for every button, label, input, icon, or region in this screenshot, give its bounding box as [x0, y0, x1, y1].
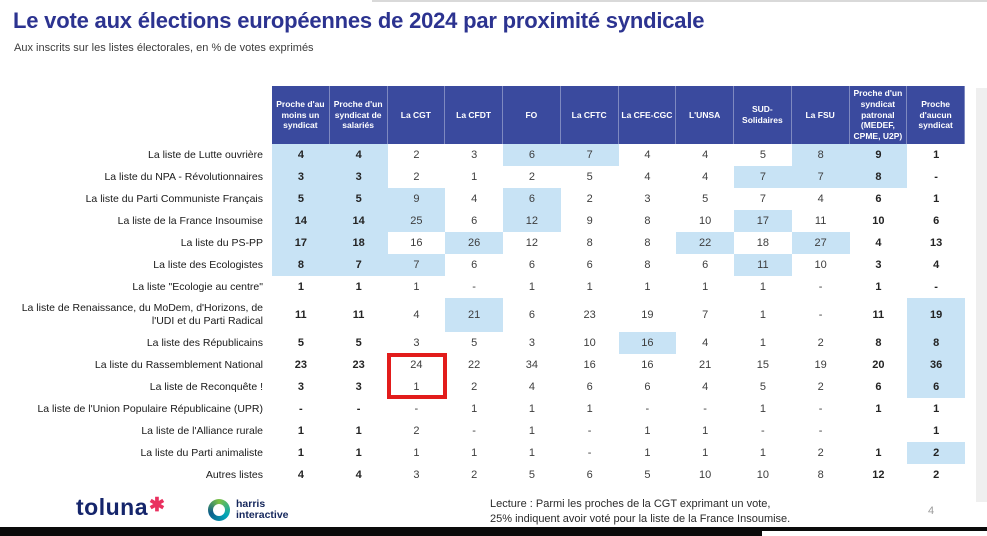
table-cell: 10 — [756, 469, 769, 481]
table-cell: 10 — [699, 215, 712, 227]
table-cell: 2 — [586, 193, 593, 205]
row-label: La liste de Reconquête ! — [149, 380, 263, 393]
table-cell: 17 — [734, 210, 792, 232]
table-cell: - — [934, 281, 938, 293]
table-cell: 24 — [410, 359, 423, 371]
table-cell: 1 — [355, 281, 362, 293]
table-cell: 4 — [817, 193, 824, 205]
table-cell: 10 — [814, 259, 827, 271]
toluna-logo — [76, 494, 165, 521]
table-cell: 6 — [702, 259, 709, 271]
table-cell: 1 — [528, 281, 535, 293]
table-cell: 7 — [734, 166, 792, 188]
table-cell: - — [761, 425, 765, 437]
table-cell: - — [414, 403, 419, 415]
table-cell: 14 — [272, 210, 330, 232]
table-cell: 1 — [759, 281, 766, 293]
table-cell: 3 — [471, 149, 478, 161]
table-cell: 1 — [644, 281, 651, 293]
table-cell: 12 — [503, 210, 561, 232]
table-cell: 4 — [272, 144, 330, 166]
row-label: La liste du NPA - Révolutionnaires — [104, 170, 263, 183]
table-cell: 19 — [641, 309, 654, 321]
table-cell: 5 — [297, 337, 304, 349]
table-cell: 8 — [272, 254, 330, 276]
reading-note — [490, 497, 790, 527]
table-cell: 3 — [297, 381, 304, 393]
table-cell: - — [645, 403, 650, 415]
table-cell: 6 — [586, 381, 593, 393]
data-table — [0, 86, 965, 486]
table-cell: 5 — [586, 171, 593, 183]
table-cell: 6 — [471, 259, 478, 271]
table-cell: 7 — [792, 166, 850, 188]
table-cell: 5 — [759, 381, 766, 393]
table-cell: 2 — [907, 442, 965, 464]
table-cell: 1 — [586, 403, 593, 415]
table-cell: 5 — [644, 469, 651, 481]
table-cell: 5 — [702, 193, 709, 205]
table-cell: 3 — [413, 337, 420, 349]
table-cell: 1 — [297, 425, 304, 437]
table-cell: 1 — [297, 281, 304, 293]
table-cell: 5 — [272, 188, 330, 210]
top-border-line — [372, 0, 987, 2]
table-cell: 25 — [388, 210, 446, 232]
table-cell: 2 — [817, 337, 824, 349]
table-cell: 10 — [872, 215, 885, 227]
column-header: La CFTC — [561, 86, 619, 144]
table-cell: 2 — [528, 171, 535, 183]
table-cell: 1 — [528, 425, 535, 437]
table-cell: 9 — [850, 144, 908, 166]
table-cell: 2 — [471, 469, 478, 481]
table-cell: 19 — [907, 298, 965, 332]
table-cell: 1 — [644, 425, 651, 437]
table-cell: 1 — [355, 425, 362, 437]
table-cell: 19 — [814, 359, 827, 371]
table-cell: 2 — [413, 425, 420, 437]
toluna-wordmark: toluna — [76, 494, 148, 520]
row-label: La liste des Ecologistes — [153, 258, 263, 271]
table-cell: 1 — [644, 447, 651, 459]
table-cell: 16 — [410, 237, 423, 249]
table-cell: 22 — [468, 359, 481, 371]
table-cell: 1 — [471, 403, 478, 415]
table-cell: 10 — [699, 469, 712, 481]
table-cell: 6 — [907, 376, 965, 398]
table-cell: 16 — [619, 332, 677, 354]
row-label: La liste du PS-PP — [180, 236, 263, 249]
column-header: La CFE-CGC — [619, 86, 677, 144]
harris-wordmark-line1: harris — [236, 498, 266, 510]
bottom-bar-thin — [762, 527, 987, 531]
table-cell: - — [703, 403, 707, 415]
column-header: La FSU — [792, 86, 850, 144]
table-cell: 8 — [817, 469, 824, 481]
table-cell: 7 — [330, 254, 388, 276]
table-cell: 5 — [528, 469, 535, 481]
reading-note-line2: 25% indiquent avoir voté pour la liste de la France Insoumise. — [490, 512, 791, 525]
table-cell: 21 — [445, 298, 503, 332]
table-cell: 16 — [641, 359, 654, 371]
table-cell: 1 — [471, 447, 478, 459]
table-cell: 8 — [907, 332, 965, 354]
table-cell: 20 — [872, 359, 885, 371]
table-cell: 2 — [817, 381, 824, 393]
table-cell: - — [818, 403, 823, 415]
table-cell: 34 — [525, 359, 538, 371]
table-cell: 5 — [471, 337, 478, 349]
table-cell: 7 — [702, 309, 709, 321]
table-cell: 6 — [644, 381, 651, 393]
row-label: La liste de l'Alliance rurale — [141, 424, 263, 437]
table-cell — [850, 420, 908, 442]
table-cell: 4 — [702, 171, 709, 183]
table-cell: - — [299, 403, 303, 415]
table-cell: 6 — [933, 215, 940, 227]
table-cell: 8 — [792, 144, 850, 166]
right-edge-strip — [976, 88, 987, 502]
row-label: La liste "Ecologie au centre" — [132, 280, 263, 293]
table-cell: 3 — [644, 193, 651, 205]
table-cell: 9 — [586, 215, 593, 227]
table-cell: 4 — [702, 381, 709, 393]
table-cell: 16 — [583, 359, 596, 371]
table-cell: 4 — [644, 171, 651, 183]
row-label: La liste du Rassemblement National — [94, 358, 263, 371]
table-cell: - — [934, 171, 938, 183]
table-cell: 6 — [528, 259, 535, 271]
table-cell: 1 — [586, 281, 593, 293]
table-cell: 8 — [644, 259, 651, 271]
table-cell: - — [818, 425, 823, 437]
table-cell: 1 — [528, 447, 535, 459]
table-cell: 4 — [471, 193, 478, 205]
bottom-bar — [0, 527, 762, 536]
reading-note-line1: Lecture : Parmi les proches de la CGT exprimant un vote, — [490, 498, 771, 510]
row-label: La liste de l'Union Populaire Républicaine (UPR) — [37, 402, 263, 415]
table-cell: 1 — [413, 381, 420, 393]
table-cell: 6 — [586, 259, 593, 271]
table-cell: 3 — [875, 259, 882, 271]
table-cell: 4 — [355, 469, 362, 481]
table-cell: 1 — [702, 281, 709, 293]
table-cell: 4 — [330, 144, 388, 166]
table-cell: 1 — [759, 403, 766, 415]
table-cell: 4 — [933, 259, 940, 271]
column-header: L'UNSA — [676, 86, 734, 144]
table-cell: 6 — [875, 193, 882, 205]
page-title: Le vote aux élections européennes de 2024 par proximité syndicale — [13, 8, 705, 33]
table-cell: 12 — [525, 237, 538, 249]
table-cell: 12 — [872, 469, 885, 481]
table-cell: 36 — [907, 354, 965, 376]
table-cell: 1 — [702, 425, 709, 437]
table-cell: 2 — [413, 149, 420, 161]
table-cell: 11 — [352, 309, 365, 321]
column-header: La CGT — [388, 86, 446, 144]
column-header: La CFDT — [445, 86, 503, 144]
row-label: La liste des Républicains — [146, 336, 263, 349]
table-cell: 1 — [933, 193, 940, 205]
table-cell: 3 — [528, 337, 535, 349]
column-header: Proche d'un syndicat patronal (MEDEF, CPME, U2P) — [850, 86, 908, 144]
table-cell: 1 — [702, 447, 709, 459]
table-cell: 14 — [330, 210, 388, 232]
table-cell: 13 — [930, 237, 943, 249]
table-cell: 4 — [297, 469, 304, 481]
table-cell: 11 — [872, 309, 885, 321]
table-cell: 2 — [817, 447, 824, 459]
table-cell: 8 — [850, 166, 908, 188]
table-cell: - — [587, 447, 592, 459]
table-cell: - — [472, 281, 476, 293]
toluna-star-icon: ✱ — [149, 495, 166, 516]
table-cell: 1 — [413, 447, 420, 459]
table-cell: 11 — [814, 215, 827, 227]
table-cell: 7 — [759, 193, 766, 205]
table-corner-cell — [0, 86, 272, 144]
table-cell: 15 — [756, 359, 769, 371]
table-cell: 21 — [699, 359, 712, 371]
column-header: SUD-Solidaires — [734, 86, 792, 144]
table-cell: 3 — [413, 469, 420, 481]
column-header: FO — [503, 86, 561, 144]
table-cell: 1 — [413, 281, 420, 293]
table-cell: 7 — [388, 254, 446, 276]
harris-interactive-wordmark — [236, 499, 289, 521]
table-cell: - — [818, 309, 823, 321]
table-cell: 11 — [295, 309, 307, 321]
table-cell: 18 — [330, 232, 388, 254]
column-header: Proche d'un syndicat de salariés — [330, 86, 388, 144]
table-cell: 5 — [759, 149, 766, 161]
column-header: Proche d'aucun syndicat — [907, 86, 965, 144]
table-cell: 1 — [759, 309, 766, 321]
row-label: La liste de la France Insoumise — [117, 214, 263, 227]
table-cell: 4 — [702, 337, 709, 349]
table-cell: 8 — [586, 237, 593, 249]
table-cell: 4 — [875, 237, 882, 249]
table-cell: 3 — [330, 166, 388, 188]
table-cell: 27 — [792, 232, 850, 254]
table-cell: 4 — [702, 149, 709, 161]
table-cell: 22 — [676, 232, 734, 254]
table-cell: 2 — [413, 171, 420, 183]
table-cell: 26 — [445, 232, 503, 254]
table-cell: 2 — [471, 381, 478, 393]
table-cell: 8 — [875, 337, 882, 349]
row-label: Autres listes — [205, 468, 263, 481]
table-cell: 9 — [388, 188, 446, 210]
row-label: La liste de Renaissance, du MoDem, d'Horizons, de l'UDI et du Parti Radical — [21, 302, 263, 327]
table-cell: 1 — [759, 447, 766, 459]
table-cell: 3 — [355, 381, 362, 393]
row-label: La liste du Parti Communiste Français — [85, 192, 263, 205]
table-cell: 17 — [272, 232, 330, 254]
table-cell: - — [472, 425, 476, 437]
table-cell: 5 — [355, 337, 362, 349]
table-cell: 2 — [933, 469, 940, 481]
subtitle: Aux inscrits sur les listes électorales, en % de votes exprimés — [14, 42, 314, 54]
table-cell: 5 — [330, 188, 388, 210]
table-cell: 8 — [644, 215, 651, 227]
table-cell: 6 — [875, 381, 882, 393]
table-cell: - — [587, 425, 592, 437]
row-label: La liste de Lutte ouvrière — [148, 148, 263, 161]
table-cell: 6 — [586, 469, 593, 481]
table-cell: 4 — [644, 149, 651, 161]
table-cell: 23 — [583, 309, 596, 321]
table-cell: 8 — [644, 237, 651, 249]
harris-interactive-circle-icon — [208, 499, 230, 521]
table-cell: 23 — [352, 359, 365, 371]
table-cell: 1 — [297, 447, 304, 459]
row-label: La liste du Parti animaliste — [140, 446, 263, 459]
table-cell: 4 — [413, 309, 420, 321]
table-cell: 10 — [583, 337, 596, 349]
table-cell: 1 — [528, 403, 535, 415]
table-cell: 4 — [528, 381, 535, 393]
table-cell: 6 — [503, 144, 561, 166]
table-cell: 1 — [759, 337, 766, 349]
table-cell: 6 — [503, 188, 561, 210]
table-cell: 1 — [355, 447, 362, 459]
table-cell: 1 — [933, 149, 940, 161]
table-cell: 1 — [875, 447, 882, 459]
table-cell: 1 — [875, 281, 882, 293]
table-cell: 1 — [933, 425, 940, 437]
table-cell: 6 — [528, 309, 535, 321]
table-cell: 3 — [272, 166, 330, 188]
table-cell: - — [356, 403, 361, 415]
table-cell: 18 — [756, 237, 769, 249]
table-cell: 6 — [471, 215, 478, 227]
harris-wordmark-line2: interactive — [236, 509, 289, 522]
table-cell: 1 — [933, 403, 940, 415]
page-number: 4 — [928, 505, 935, 517]
table-cell: 1 — [471, 171, 478, 183]
table-cell: 7 — [561, 144, 619, 166]
table-cell: 11 — [734, 254, 792, 276]
table-cell: 1 — [875, 403, 882, 415]
column-header: Proche d'au moins un syndicat — [272, 86, 330, 144]
table-cell: 23 — [294, 359, 307, 371]
table-cell: - — [818, 281, 823, 293]
